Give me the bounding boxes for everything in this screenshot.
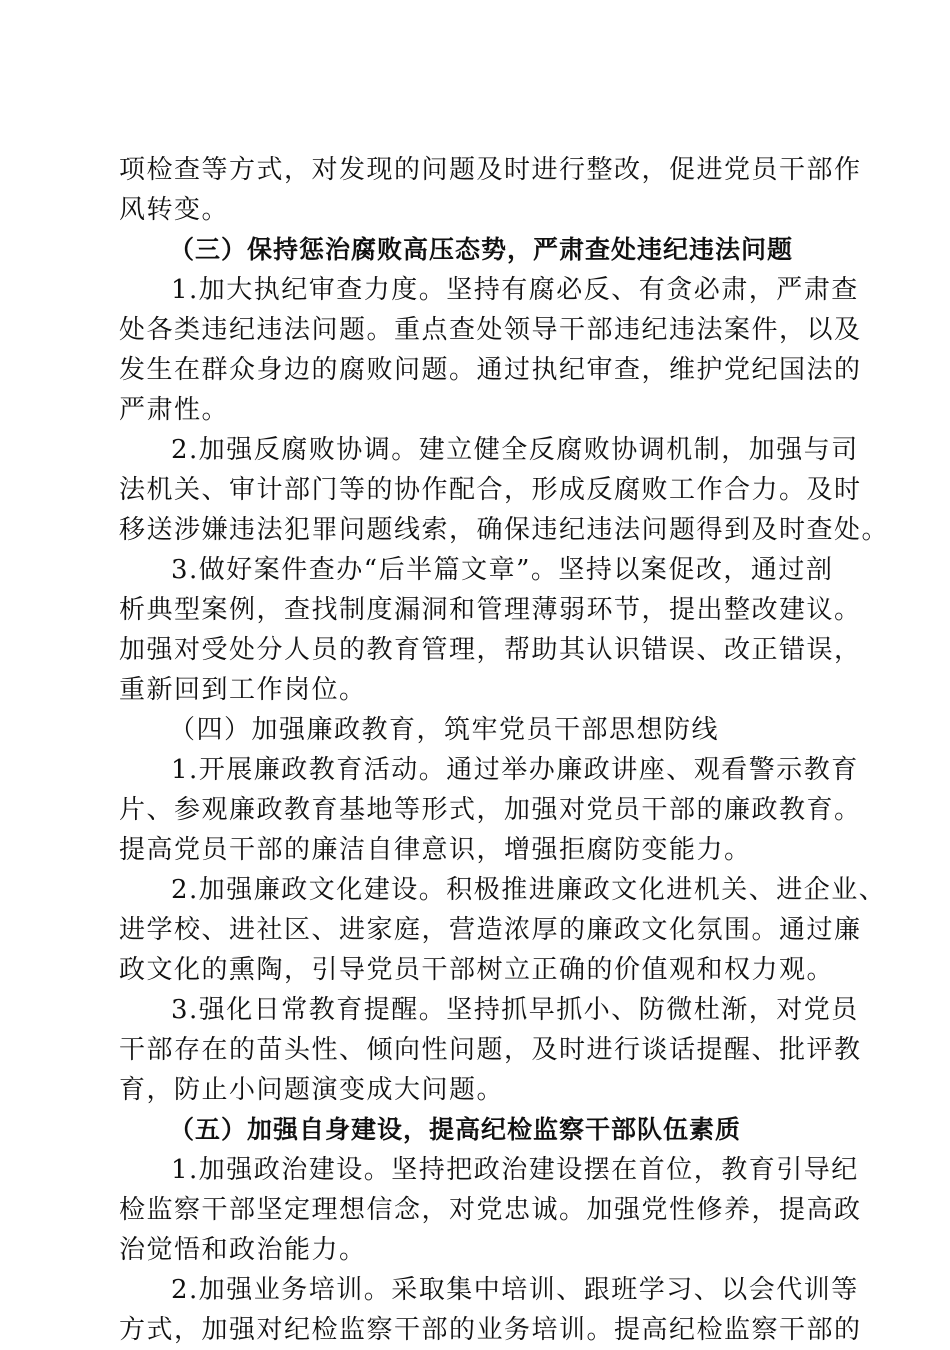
text-line: 片、参观廉政教育基地等形式，加强对党员干部的廉政教育。 [119,795,862,825]
text-line: 项检查等方式，对发现的问题及时进行整改，促进党员干部作 [119,155,862,185]
text-line: 提高党员干部的廉洁自律意识，增强拒腐防变能力。 [119,835,752,865]
text-line: 政文化的熏陶，引导党员干部树立正确的价值观和权力观。 [119,955,835,985]
paragraph-start-line: 1.开展廉政教育活动。通过举办廉政讲座、观看警示教育 [171,755,859,785]
text-line: 进学校、进社区、进家庭，营造浓厚的廉政文化氛围。通过廉 [119,915,862,945]
text-line: 方式，加强对纪检监察干部的业务培训。提高纪检监察干部的 [119,1315,862,1345]
document-body [119,150,890,1350]
paragraph-start-line: 1.加大执纪审查力度。坚持有腐必反、有贪必肃，严肃查 [171,275,859,305]
text-line: 风转变。 [119,195,230,225]
text-line: 育，防止小问题演变成大问题。 [119,1075,505,1105]
section-heading: （三）保持惩治腐败高压态势，严肃查处违纪违法问题 [169,235,794,264]
text-line: 检监察干部坚定理想信念，对党忠诚。加强党性修养，提高政 [119,1195,862,1225]
text-line: 移送涉嫌违法犯罪问题线索，确保违纪违法问题得到及时查处。 [119,515,890,545]
text-line: 重新回到工作岗位。 [119,675,367,705]
text-line: 法机关、审计部门等的协作配合，形成反腐败工作合力。及时 [119,475,862,505]
paragraph-start-line: 2.加强业务培训。采取集中培训、跟班学习、以会代训等 [171,1275,859,1305]
text-line: 析典型案例，查找制度漏洞和管理薄弱环节，提出整改建议。 [119,595,862,625]
text-line: 发生在群众身边的腐败问题。通过执纪审查，维护党纪国法的 [119,355,862,385]
section-heading: （五）加强自身建设，提高纪检监察干部队伍素质 [169,1115,742,1144]
paragraph-start-line: 2.加强反腐败协调。建立健全反腐败协调机制，加强与司 [171,435,859,465]
text-line: 严肃性。 [119,395,230,425]
text-line: 处各类违纪违法问题。重点查处领导干部违纪违法案件，以及 [119,315,862,345]
text-line: 治觉悟和政治能力。 [119,1235,367,1265]
text-line: 干部存在的苗头性、倾向性问题，及时进行谈话提醒、批评教 [119,1035,862,1065]
paragraph-start-line: 1.加强政治建设。坚持把政治建设摆在首位，教育引导纪 [171,1155,859,1185]
section-heading: （四）加强廉政教育，筑牢党员干部思想防线 [169,715,720,745]
text-line: 加强对受处分人员的教育管理，帮助其认识错误、改正错误， [119,635,862,665]
paragraph-start-line: 2.加强廉政文化建设。积极推进廉政文化进机关、进企业、 [171,875,887,905]
paragraph-start-line: 3.做好案件查办“后半篇文章”。坚持以案促改，通过剖 [171,555,834,585]
paragraph-start-line: 3.强化日常教育提醒。坚持抓早抓小、防微杜渐，对党员 [171,995,859,1025]
